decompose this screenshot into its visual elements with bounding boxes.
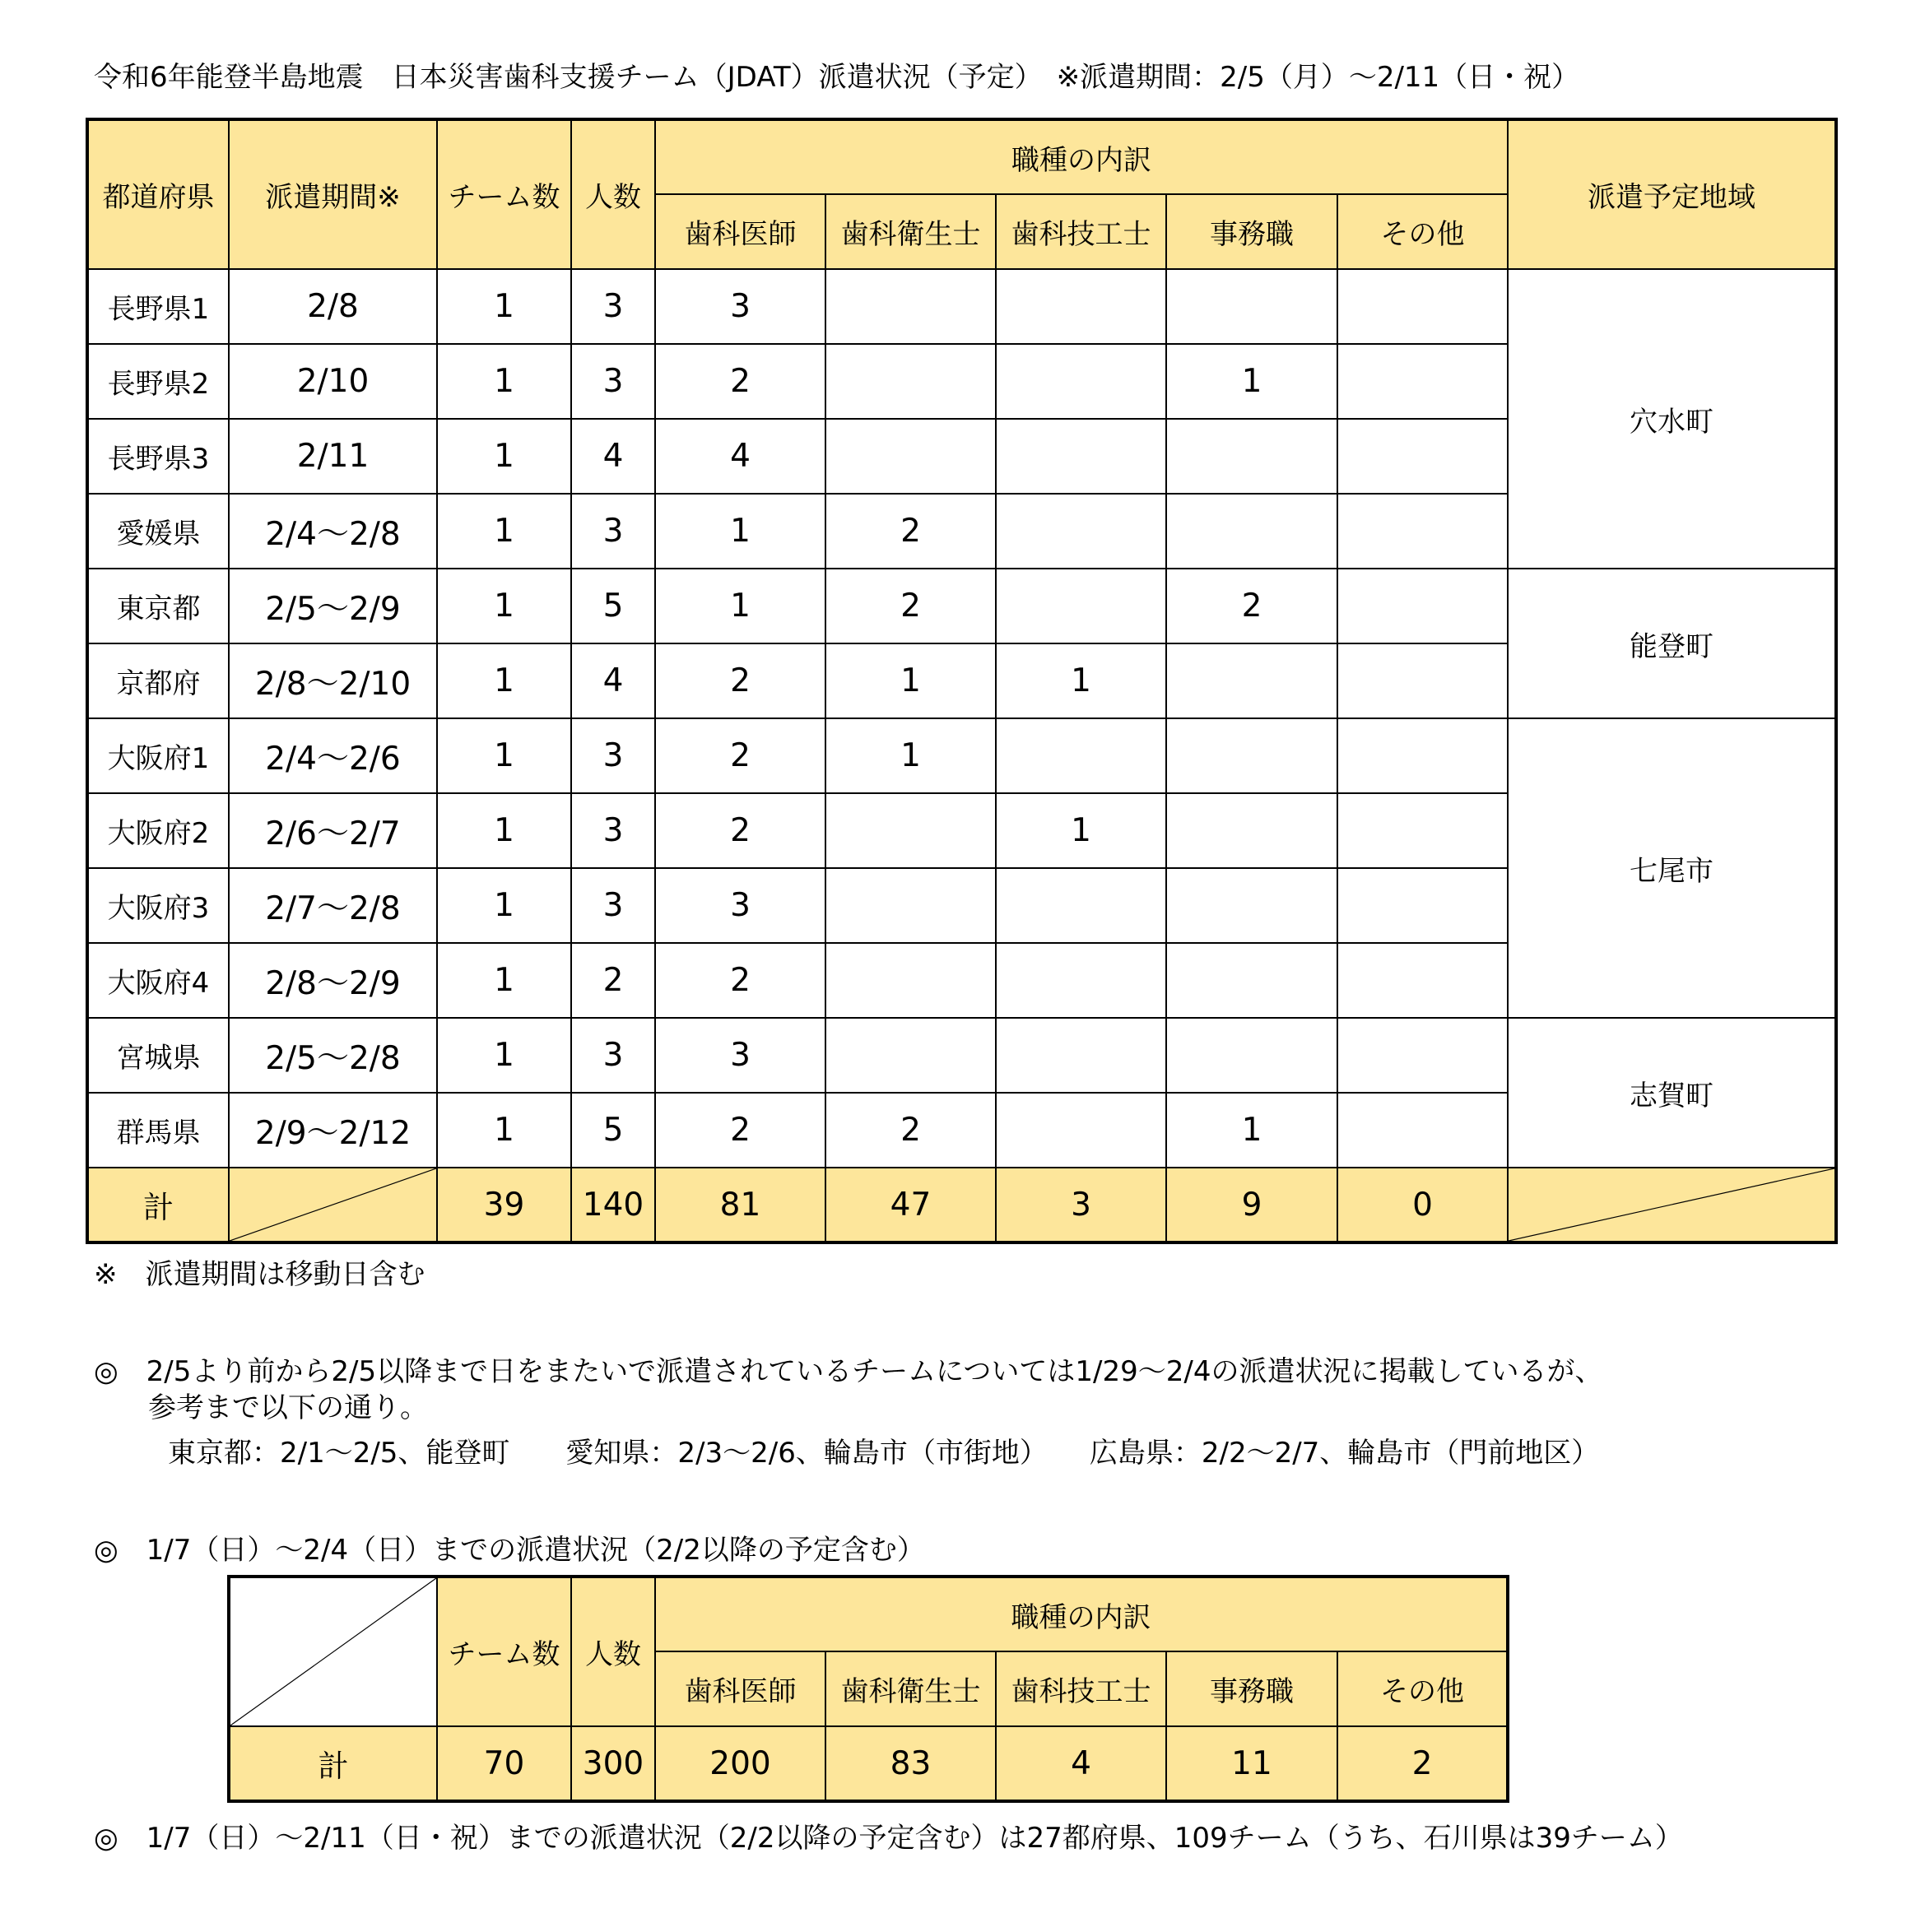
- clerk-cell: [1166, 269, 1337, 344]
- period-cell: 2/8～2/10: [229, 643, 437, 718]
- summary-total-other: 2: [1337, 1726, 1508, 1801]
- period-cell: 2/4～2/8: [229, 494, 437, 569]
- area-cell: 七尾市: [1508, 718, 1836, 1018]
- people-cell: 3: [571, 793, 655, 868]
- summary-total-dentist: 200: [655, 1726, 825, 1801]
- prefecture-cell: 群馬県: [87, 1093, 229, 1168]
- clerk-cell: [1166, 1018, 1337, 1093]
- other-cell: [1337, 269, 1508, 344]
- summary-corner-cell: [229, 1577, 437, 1726]
- header-hygienist: 歯科衛生士: [825, 194, 996, 269]
- period-cell: 2/11: [229, 419, 437, 494]
- clerk-cell: 1: [1166, 344, 1337, 419]
- table-row: [87, 1018, 1836, 1093]
- hygienist-cell: 1: [825, 643, 996, 718]
- other-cell: [1337, 793, 1508, 868]
- summary-header-technician: 歯科技工士: [996, 1651, 1166, 1726]
- note-overlap-line2: 参考まで以下の通り。: [148, 1391, 428, 1424]
- other-cell: [1337, 1018, 1508, 1093]
- technician-cell: [996, 269, 1166, 344]
- clerk-cell: [1166, 718, 1337, 793]
- area-cell: 穴水町: [1508, 269, 1836, 569]
- teams-cell: 1: [437, 419, 571, 494]
- teams-cell: 1: [437, 718, 571, 793]
- total-label: 計: [87, 1168, 229, 1242]
- clerk-cell: [1166, 419, 1337, 494]
- hygienist-cell: [825, 419, 996, 494]
- people-cell: 4: [571, 643, 655, 718]
- dentist-cell: 4: [655, 419, 825, 494]
- summary-total-clerk: 11: [1166, 1726, 1337, 1801]
- clerk-cell: [1166, 494, 1337, 569]
- dentist-cell: 2: [655, 1093, 825, 1168]
- summary-total-teams: 70: [437, 1726, 571, 1801]
- teams-cell: 1: [437, 643, 571, 718]
- people-cell: 3: [571, 868, 655, 943]
- diagonal-line: [1509, 1168, 1834, 1241]
- prefecture-cell: 大阪府4: [87, 943, 229, 1018]
- header-teams: チーム数: [437, 119, 571, 269]
- other-cell: [1337, 868, 1508, 943]
- people-cell: 3: [571, 1018, 655, 1093]
- dentist-cell: 3: [655, 269, 825, 344]
- other-cell: [1337, 1093, 1508, 1168]
- people-cell: 3: [571, 494, 655, 569]
- hygienist-cell: [825, 943, 996, 1018]
- header-area: 派遣予定地域: [1508, 119, 1836, 269]
- teams-cell: 1: [437, 269, 571, 344]
- teams-cell: 1: [437, 868, 571, 943]
- period-cell: 2/4～2/6: [229, 718, 437, 793]
- summary-header-clerk: 事務職: [1166, 1651, 1337, 1726]
- other-cell: [1337, 569, 1508, 643]
- people-cell: 2: [571, 943, 655, 1018]
- people-cell: 3: [571, 269, 655, 344]
- dentist-cell: 2: [655, 643, 825, 718]
- total-people: 140: [571, 1168, 655, 1242]
- other-cell: [1337, 494, 1508, 569]
- hygienist-cell: 2: [825, 1093, 996, 1168]
- note-period-summary: ◎ 1/7（日）～2/4（日）までの派遣状況（2/2以降の予定含む）: [94, 1534, 925, 1567]
- total-teams: 39: [437, 1168, 571, 1242]
- note-overlap-line3: 東京都：2/1～2/5、能登町 愛知県：2/3～2/6、輪島市（市街地） 広島県：2/2～2/7、輪島市（門前地区）: [168, 1437, 1600, 1470]
- table-row: [87, 569, 1836, 643]
- note-cumulative-summary: ◎ 1/7（日）～2/11（日・祝）までの派遣状況（2/2以降の予定含む）は27都府県、109チーム（うち、石川県は39チーム）: [94, 1822, 1683, 1855]
- header-other: その他: [1337, 194, 1508, 269]
- table-row: [87, 718, 1836, 793]
- period-cell: 2/9～2/12: [229, 1093, 437, 1168]
- dentist-cell: 2: [655, 718, 825, 793]
- period-cell: 2/6～2/7: [229, 793, 437, 868]
- table-row: [87, 269, 1836, 344]
- header-breakdown: 職種の内訳: [655, 119, 1508, 194]
- teams-cell: 1: [437, 1018, 571, 1093]
- total-dentist: 81: [655, 1168, 825, 1242]
- period-cell: 2/5～2/9: [229, 569, 437, 643]
- teams-cell: 1: [437, 344, 571, 419]
- summary-total-label: 計: [229, 1726, 437, 1801]
- total-technician: 3: [996, 1168, 1166, 1242]
- technician-cell: [996, 494, 1166, 569]
- document-title: 令和6年能登半島地震 日本災害歯科支援チーム（JDAT）派遣状況（予定） ※派遣期間：2/5（月）～2/11（日・祝）: [94, 61, 1580, 94]
- footnote: ※ 派遣期間は移動日含む: [94, 1258, 425, 1291]
- prefecture-cell: 大阪府2: [87, 793, 229, 868]
- period-cell: 2/7～2/8: [229, 868, 437, 943]
- hygienist-cell: [825, 1018, 996, 1093]
- dentist-cell: 2: [655, 943, 825, 1018]
- area-cell: 能登町: [1508, 569, 1836, 718]
- people-cell: 5: [571, 569, 655, 643]
- header-clerk: 事務職: [1166, 194, 1337, 269]
- header-period: 派遣期間※: [229, 119, 437, 269]
- people-cell: 5: [571, 1093, 655, 1168]
- summary-table: [227, 1575, 1509, 1803]
- other-cell: [1337, 419, 1508, 494]
- prefecture-cell: 長野県1: [87, 269, 229, 344]
- hygienist-cell: [825, 269, 996, 344]
- technician-cell: [996, 419, 1166, 494]
- prefecture-cell: 愛媛県: [87, 494, 229, 569]
- header-dentist: 歯科医師: [655, 194, 825, 269]
- people-cell: 3: [571, 718, 655, 793]
- technician-cell: [996, 943, 1166, 1018]
- other-cell: [1337, 943, 1508, 1018]
- technician-cell: 1: [996, 793, 1166, 868]
- period-cell: 2/10: [229, 344, 437, 419]
- prefecture-cell: 長野県3: [87, 419, 229, 494]
- summary-header-dentist: 歯科医師: [655, 1651, 825, 1726]
- diagonal-line: [230, 1578, 436, 1725]
- period-cell: 2/5～2/8: [229, 1018, 437, 1093]
- clerk-cell: 2: [1166, 569, 1337, 643]
- period-cell: 2/8～2/9: [229, 943, 437, 1018]
- dentist-cell: 3: [655, 868, 825, 943]
- clerk-cell: [1166, 943, 1337, 1018]
- note-overlap-line1: ◎ 2/5より前から2/5以降まで日をまたいで派遣されているチームについては1/29～2/4の派遣状況に掲載しているが、: [94, 1355, 1603, 1388]
- header-technician: 歯科技工士: [996, 194, 1166, 269]
- dentist-cell: 1: [655, 494, 825, 569]
- other-cell: [1337, 718, 1508, 793]
- summary-header-breakdown: 職種の内訳: [655, 1577, 1508, 1651]
- prefecture-cell: 長野県2: [87, 344, 229, 419]
- prefecture-cell: 宮城県: [87, 1018, 229, 1093]
- summary-total-technician: 4: [996, 1726, 1166, 1801]
- dentist-cell: 2: [655, 793, 825, 868]
- summary-header-people: 人数: [571, 1577, 655, 1726]
- people-cell: 3: [571, 344, 655, 419]
- dentist-cell: 2: [655, 344, 825, 419]
- technician-cell: 1: [996, 643, 1166, 718]
- clerk-cell: [1166, 868, 1337, 943]
- total-other: 0: [1337, 1168, 1508, 1242]
- summary-header-teams: チーム数: [437, 1577, 571, 1726]
- summary-header-other: その他: [1337, 1651, 1508, 1726]
- summary-total-hygienist: 83: [825, 1726, 996, 1801]
- total-hygienist: 47: [825, 1168, 996, 1242]
- teams-cell: 1: [437, 943, 571, 1018]
- technician-cell: [996, 718, 1166, 793]
- people-cell: 4: [571, 419, 655, 494]
- total-period-empty: [229, 1168, 437, 1242]
- dentist-cell: 3: [655, 1018, 825, 1093]
- technician-cell: [996, 1093, 1166, 1168]
- total-clerk: 9: [1166, 1168, 1337, 1242]
- clerk-cell: 1: [1166, 1093, 1337, 1168]
- hygienist-cell: [825, 344, 996, 419]
- other-cell: [1337, 643, 1508, 718]
- technician-cell: [996, 868, 1166, 943]
- hygienist-cell: 1: [825, 718, 996, 793]
- total-row: [87, 1168, 1836, 1242]
- hygienist-cell: 2: [825, 494, 996, 569]
- prefecture-cell: 京都府: [87, 643, 229, 718]
- hygienist-cell: 2: [825, 569, 996, 643]
- teams-cell: 1: [437, 793, 571, 868]
- prefecture-cell: 大阪府1: [87, 718, 229, 793]
- technician-cell: [996, 569, 1166, 643]
- technician-cell: [996, 1018, 1166, 1093]
- header-people: 人数: [571, 119, 655, 269]
- other-cell: [1337, 344, 1508, 419]
- dentist-cell: 1: [655, 569, 825, 643]
- teams-cell: 1: [437, 494, 571, 569]
- total-area-empty: [1508, 1168, 1836, 1242]
- prefecture-cell: 東京都: [87, 569, 229, 643]
- area-cell: 志賀町: [1508, 1018, 1836, 1168]
- clerk-cell: [1166, 643, 1337, 718]
- diagonal-line: [230, 1168, 436, 1241]
- dispatch-table: [86, 118, 1838, 1244]
- teams-cell: 1: [437, 569, 571, 643]
- prefecture-cell: 大阪府3: [87, 868, 229, 943]
- clerk-cell: [1166, 793, 1337, 868]
- hygienist-cell: [825, 793, 996, 868]
- teams-cell: 1: [437, 1093, 571, 1168]
- technician-cell: [996, 344, 1166, 419]
- period-cell: 2/8: [229, 269, 437, 344]
- summary-header-hygienist: 歯科衛生士: [825, 1651, 996, 1726]
- hygienist-cell: [825, 868, 996, 943]
- header-prefecture: 都道府県: [87, 119, 229, 269]
- summary-total-people: 300: [571, 1726, 655, 1801]
